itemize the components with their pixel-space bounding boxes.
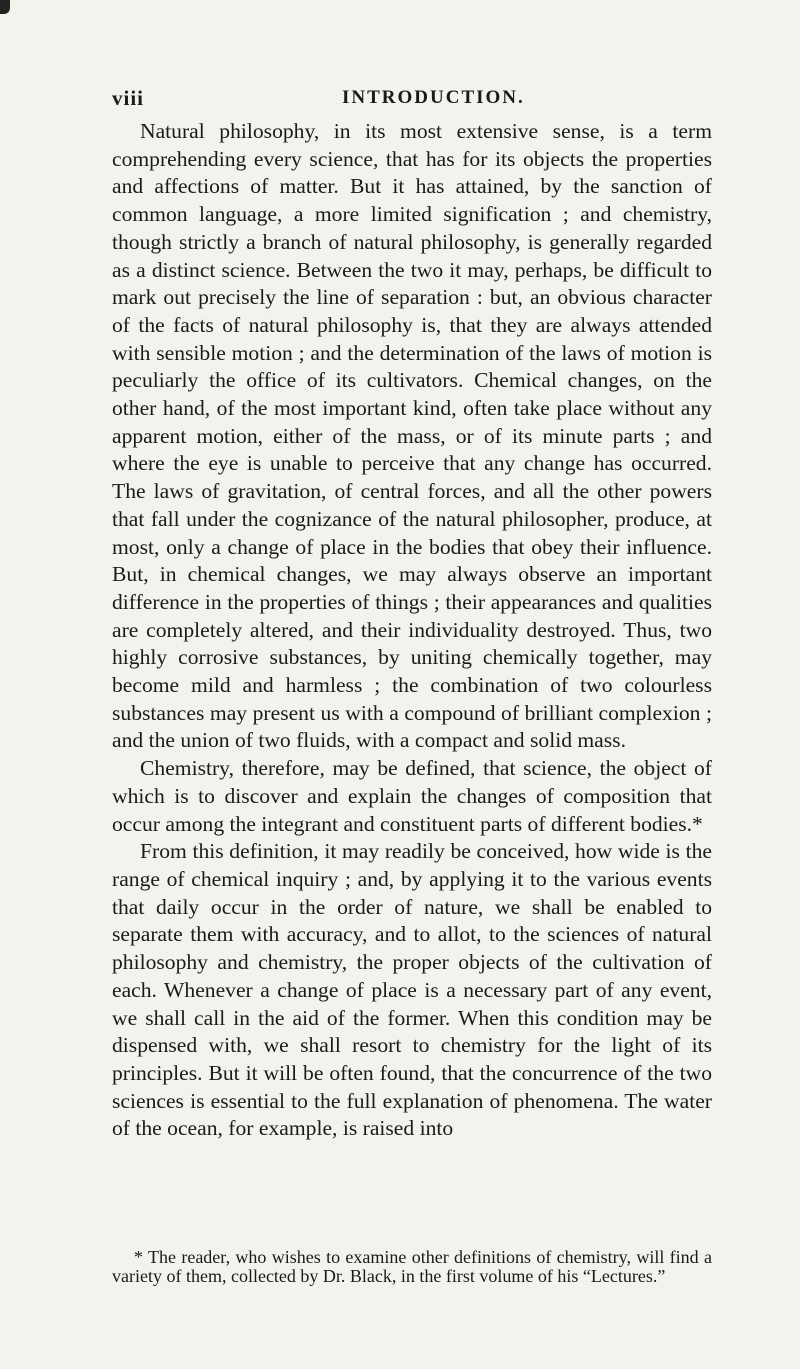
paragraph-natural-philosophy: Natural philosophy, in its most extensive sense, is a term comprehending every science, that has for its objects the properties and affections of matter. But it has attained, by the sanction of common language, a more limited signification ; and chemistry, though strictly a branch of natural philosophy, is generally regarded as a distinct science. Between the two it may, perhaps, be difficult to mark out precisely the line of separation : but, an obvious character of the facts of natural philosophy is, that they are always attended with sensible motion ; and the determination of the laws of motion is peculiarly the office of its cultivators. Chemical changes, on the other hand, of the most important kind, often take place without any apparent motion, either of the mass, or of its minute parts ; and where the eye is unable to perceive that any change has occurred. The laws of gravitation, of central forces, and all the other powers that fall under the cognizance of the natural philosopher, produce, at most, only a change of place in the bodies that obey their influence. But, in chemical changes, we may always observe an important difference in the properties of things ; their appearances and qualities are completely altered, and their individuality destroyed. Thus, two highly corrosive substances, by uniting chemically together, may become mild and harmless ; the combination of two colourless substances may present us with a compound of brilliant complexion ; and the union of two fluids, with a compact and solid mass. bbox=[112, 119, 712, 753]
corner-ink-mark bbox=[0, 0, 10, 14]
running-head bbox=[112, 86, 712, 110]
footnote-text: * The reader, who wishes to examine other definitions of chemistry, will find a variety of them, collected by Dr. Black, in the first volume of his “Lectures.” bbox=[112, 1247, 712, 1286]
running-title: INTRODUCTION. bbox=[342, 87, 525, 108]
footnote bbox=[112, 1248, 712, 1286]
paragraph-range-of-inquiry: From this definition, it may readily be conceived, how wide is the range of chemical inquiry ; and, by applying it to the various events that daily occur in the order of nature, we shall be enabled to separate them with accuracy, and to allot, to the sciences of natural philosophy and chemistry, the proper objects of the cultivation of each. Whenever a change of place is a necessary part of any event, we shall call in the aid of the former. When this condition may be dispensed with, we shall resort to chemistry for the light of its principles. But it will be often found, that the concurrence of the two sciences is essential to the full explanation of phenomena. The water of the ocean, for example, is raised into bbox=[112, 839, 712, 1141]
page-number: viii bbox=[112, 86, 145, 110]
body-text bbox=[112, 118, 712, 1143]
paragraph-chemistry-definition: Chemistry, therefore, may be defined, that science, the object of which is to discover and explain the changes of composition that occur among the integrant and constituent parts of different bodies.* bbox=[112, 756, 712, 836]
